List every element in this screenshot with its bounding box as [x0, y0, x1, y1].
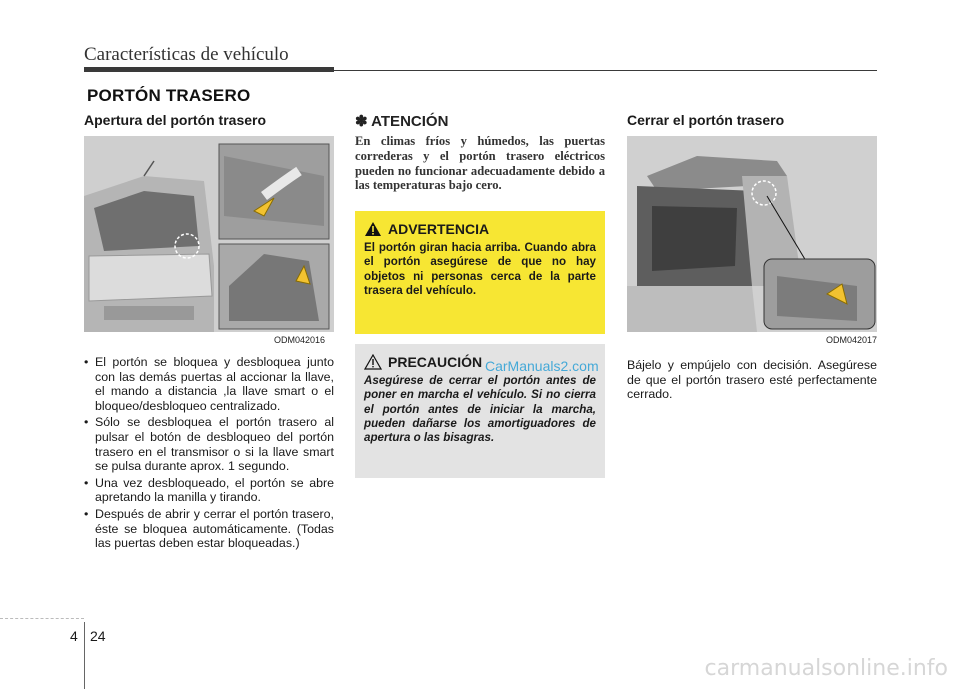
- warning-title: ADVERTENCIA: [388, 221, 490, 238]
- caution-title: PRECAUCIÓN: [388, 354, 483, 371]
- bullet-list-opening: [84, 355, 334, 551]
- header-rule-thick: [84, 67, 334, 72]
- list-item-text: Después de abrir y cerrar el portón trasero, éste se bloquea automáticamente. (Todas las puertas deben estar bloqueadas.): [95, 506, 334, 551]
- site-watermark: carmanualsonline.info: [704, 656, 948, 681]
- caution-triangle-icon: [364, 354, 382, 370]
- list-item-text: El portón se bloquea y desbloquea junto con las demás puertas al accionar la llave, el mando a distancia ,la llave smart o el bloqueo/desbloqueo centralizado.: [95, 355, 334, 413]
- list-item-text: Una vez desbloqueado, el portón se abre apretando la manilla y tirando.: [95, 475, 334, 505]
- section-title: PORTÓN TRASERO: [87, 86, 251, 105]
- attention-heading: ✽ ATENCIÓN: [355, 113, 449, 130]
- footer-divider: [84, 622, 85, 689]
- figure-code-closing: ODM042017: [825, 335, 877, 345]
- page-chapter-number: 4: [70, 628, 78, 644]
- caution-body: Asegúrese de cerrar el portón antes de poner en marcha el vehículo. Si no cierra el portón antes de iniciar la marcha, pueden dañarse los amortiguadores de apertura o las bisagras.: [364, 374, 596, 444]
- bullet-marker: •: [84, 415, 89, 430]
- rear-suv-illustration: [84, 136, 334, 332]
- column-notices: [355, 110, 605, 478]
- list-item: [84, 355, 334, 413]
- closing-instructions: Bájelo y empújelo con decisión. Asegúrese de que el portón trasero esté perfectamente cerrado.: [627, 358, 877, 402]
- chapter-title: Características de vehículo: [84, 44, 289, 65]
- bullet-marker: •: [84, 355, 89, 369]
- page-number: 24: [90, 628, 106, 644]
- column-opening: [84, 110, 334, 553]
- list-item: [84, 507, 334, 551]
- list-item-text: Sólo se desbloquea el portón trasero al pulsar el botón de desbloqueo del portón trasero en el transmisor o si la llave smart se pulsa durante aprox. 1 segundo.: [95, 415, 334, 474]
- warning-triangle-icon: [364, 221, 382, 237]
- figure-code-opening: ODM042016: [274, 335, 326, 345]
- watermark-logo: CarManuals2.com: [485, 358, 599, 375]
- list-item: [84, 476, 334, 505]
- warning-body: El portón giran hacia arriba. Cuando abra el portón asegúrese de que no hay objetos ni personas cerca de la parte trasera del vehículo.: [364, 241, 596, 297]
- caution-box: [355, 344, 605, 478]
- attention-body: En climas fríos y húmedos, las puertas correderas y el portón trasero eléctricos pueden no funcionar adecuadamente debido a las temperaturas bajo cero.: [355, 134, 605, 193]
- subhead-opening: Apertura del portón trasero: [84, 112, 267, 128]
- subhead-closing: Cerrar el portón trasero: [627, 112, 785, 128]
- column-closing: [627, 110, 877, 402]
- figure-opening-tailgate: [84, 136, 334, 332]
- warning-box: [355, 211, 605, 334]
- list-item: [84, 415, 334, 473]
- figure-closing-tailgate: [627, 136, 877, 332]
- bullet-marker: •: [84, 506, 89, 521]
- footer-dashed-rule: [0, 618, 84, 619]
- open-tailgate-illustration: [627, 136, 877, 332]
- header-rule-thin: [334, 70, 877, 71]
- bullet-marker: •: [84, 475, 89, 490]
